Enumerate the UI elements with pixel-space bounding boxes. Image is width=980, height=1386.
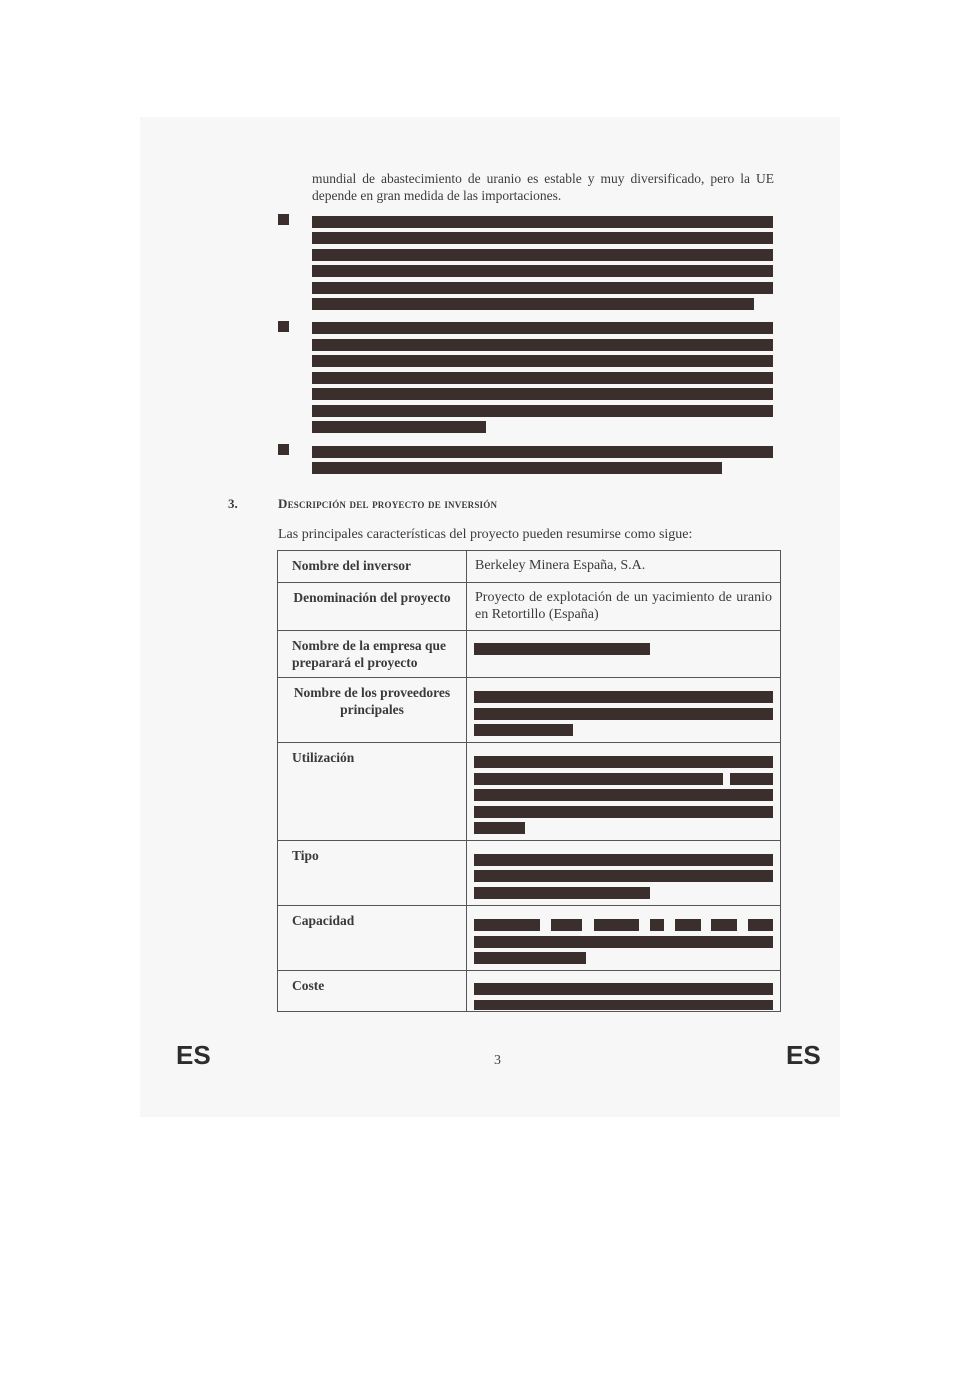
row-label: Nombre de la empresa que preparará el proyecto bbox=[292, 638, 446, 670]
redaction-bar bbox=[474, 724, 573, 736]
project-characteristics-table bbox=[277, 550, 781, 1012]
redaction-bar bbox=[474, 983, 773, 995]
redaction-bar bbox=[474, 789, 773, 801]
redaction-bar bbox=[474, 773, 723, 785]
row-value: Berkeley Minera España, S.A. bbox=[475, 558, 646, 573]
redaction-bar bbox=[474, 870, 773, 882]
value-cell bbox=[467, 678, 781, 743]
row-label: Tipo bbox=[292, 848, 319, 863]
table-row bbox=[278, 906, 781, 971]
redaction-bar bbox=[312, 216, 773, 228]
redaction-bar bbox=[312, 421, 486, 433]
table-row bbox=[278, 583, 781, 631]
redaction-bar bbox=[594, 919, 639, 931]
redaction-bar bbox=[675, 919, 701, 931]
redaction-bar bbox=[474, 887, 650, 899]
redaction-bar bbox=[474, 1000, 773, 1010]
redaction-bar bbox=[312, 322, 773, 334]
redaction-bar bbox=[312, 339, 773, 351]
label-cell bbox=[278, 551, 467, 583]
value-cell bbox=[467, 631, 781, 678]
value-cell bbox=[467, 971, 781, 1012]
value-cell bbox=[467, 841, 781, 906]
redaction-bar bbox=[312, 282, 773, 294]
redaction-bar bbox=[312, 462, 722, 474]
redaction-bar bbox=[474, 822, 525, 834]
row-label: Capacidad bbox=[292, 913, 355, 928]
value-cell bbox=[467, 743, 781, 841]
redaction-bar bbox=[474, 952, 586, 964]
redaction-bar bbox=[730, 773, 773, 785]
redaction-bar bbox=[474, 756, 773, 768]
redaction-bar bbox=[711, 919, 737, 931]
value-cell bbox=[467, 583, 781, 631]
footer-language-right: ES bbox=[786, 1040, 821, 1070]
redaction-bar bbox=[312, 265, 773, 277]
label-cell bbox=[278, 841, 467, 906]
redaction-bar bbox=[474, 806, 773, 818]
row-label: Denominación del proyecto bbox=[293, 590, 451, 605]
section-number: 3. bbox=[228, 496, 238, 511]
label-cell bbox=[278, 971, 467, 1012]
row-label: Nombre de los proveedores principales bbox=[293, 685, 451, 717]
label-cell bbox=[278, 583, 467, 631]
redaction-bar bbox=[748, 919, 773, 931]
footer-language-left: ES bbox=[176, 1040, 211, 1070]
redaction-bar bbox=[474, 936, 773, 948]
bullet-marker-3 bbox=[278, 444, 289, 455]
value-cell bbox=[467, 551, 781, 583]
body-paragraph: mundial de abastecimiento de uranio es estable y muy diversificado, pero la UE depende en gran medida de las importaciones. bbox=[312, 171, 774, 203]
table-row bbox=[278, 678, 781, 743]
row-label: Coste bbox=[292, 978, 325, 993]
section-title: Descripción del proyecto de inversión bbox=[278, 496, 498, 511]
redaction-bar bbox=[312, 232, 773, 244]
table-row bbox=[278, 743, 781, 841]
redaction-bar bbox=[312, 249, 773, 261]
label-cell bbox=[278, 743, 467, 841]
redaction-bar bbox=[312, 388, 773, 400]
bullet-marker-1 bbox=[278, 214, 289, 225]
row-label: Nombre del inversor bbox=[292, 558, 411, 573]
bullet-marker-2 bbox=[278, 321, 289, 332]
label-cell bbox=[278, 906, 467, 971]
table-row bbox=[278, 551, 781, 583]
redaction-bar bbox=[312, 372, 773, 384]
redaction-bar bbox=[474, 643, 650, 655]
label-cell bbox=[278, 631, 467, 678]
table-row bbox=[278, 841, 781, 906]
redaction-bar bbox=[312, 405, 773, 417]
row-value: Proyecto de explotación de un yacimiento de uranio en Retortillo (España) bbox=[475, 590, 772, 622]
redaction-bar bbox=[551, 919, 582, 931]
table-row bbox=[278, 631, 781, 678]
value-cell bbox=[467, 906, 781, 971]
page-number: 3 bbox=[494, 1053, 501, 1068]
redaction-bar bbox=[312, 298, 754, 310]
redaction-bar bbox=[474, 708, 773, 720]
redaction-bar bbox=[474, 691, 773, 703]
redaction-bar bbox=[474, 854, 773, 866]
redaction-bar bbox=[312, 355, 773, 367]
redaction-bar bbox=[650, 919, 664, 931]
redaction-bar bbox=[312, 446, 773, 458]
section-intro: Las principales características del proyecto pueden resumirse como sigue: bbox=[278, 527, 693, 542]
table-row bbox=[278, 971, 781, 1012]
row-label: Utilización bbox=[292, 750, 355, 765]
label-cell bbox=[278, 678, 467, 743]
redaction-bar bbox=[474, 919, 540, 931]
